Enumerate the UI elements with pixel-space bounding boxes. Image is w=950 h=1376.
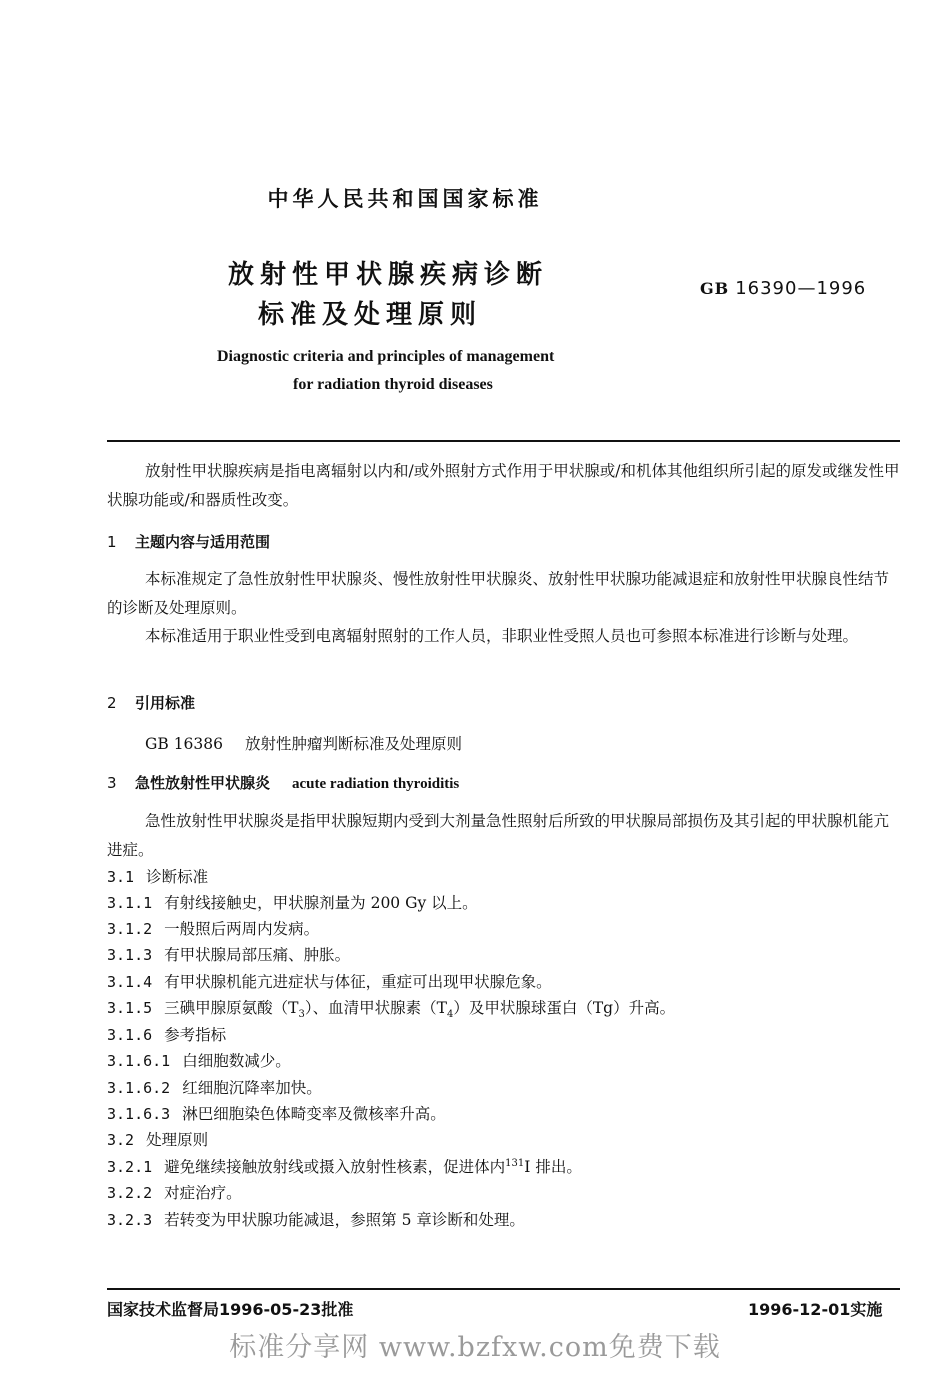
section-1-paragraph-2: 本标准适用于职业性受到电离辐射照射的工作人员，非职业性受照人员也可参照本标准进行诊断与处理。 [145,627,859,645]
item-text: 有射线接触史，甲状腺剂量为 200 Gy 以上。 [164,894,478,912]
standard-code [700,278,866,299]
section-1-heading [107,531,270,552]
item-text: 淋巴细胞染色体畸变率及微核率升高。 [182,1105,446,1123]
english-title-line-1: Diagnostic criteria and principles of management [217,348,555,365]
item-text: 白细胞数减少。 [182,1052,291,1070]
item-text: 一般照后两周内发病。 [164,920,320,938]
national-standard-heading: 中华人民共和国国家标准 [267,187,543,211]
approval-date: 国家技术监督局1996-05-23批准 [107,1300,354,1319]
list-item [107,943,350,965]
item-number: 3.1.2 [107,920,153,938]
item-number: 3.1.6 [107,1026,153,1044]
referenced-standard-code: GB 16386 [145,735,224,753]
effective-date: 1996-12-01实施 [748,1300,883,1319]
intro-paragraph: 放射性甲状腺疾病是指电离辐射以内和/或外照射方式作用于甲状腺或/和机体其他组织所引起的原发或继发性甲状腺功能或/和器质性改变。 [107,462,900,509]
item-text: 有甲状腺局部压痛、肿胀。 [164,946,351,964]
list-item [107,917,319,939]
standard-code-number: 16390—1996 [735,278,867,299]
header-divider [107,440,900,442]
subscript: 3 [298,1009,305,1021]
section-2-heading [107,692,195,713]
item-number: 3.2.3 [107,1211,153,1229]
list-item [107,1155,582,1177]
list-item [107,891,478,913]
item-text: 处理原则 [146,1131,209,1149]
title-line-1: 放射性甲状腺疾病诊断 [228,260,549,290]
footer-divider [107,1288,900,1290]
standard-code-prefix: GB [700,279,730,298]
item-text: 参考指标 [164,1026,227,1044]
list-item [107,1181,242,1203]
section-2-title: 引用标准 [135,694,196,712]
item-text: 有甲状腺机能亢进症状与体征，重症可出现甲状腺危象。 [164,973,552,991]
referenced-standard [145,732,462,754]
item-number: 3.1 [107,868,135,886]
item-number: 3.2.2 [107,1184,153,1202]
section-1-paragraph-1: 本标准规定了急性放射性甲状腺炎、慢性放射性甲状腺炎、放射性甲状腺功能减退症和放射性甲状腺良性结节的诊断及处理原则。 [107,570,890,617]
item-number: 3.1.6.1 [107,1052,171,1070]
list-item [107,970,552,992]
item-number: 3.1.1 [107,894,153,912]
section-3-title: 急性放射性甲状腺炎 [135,774,271,792]
item-number: 3.1.3 [107,946,153,964]
item-number: 3.2.1 [107,1158,153,1176]
item-text: 红细胞沉降率加快。 [182,1079,322,1097]
item-number: 3.1.6.2 [107,1079,171,1097]
referenced-standard-title: 放射性肿瘤判断标准及处理原则 [245,735,463,753]
item-text: 三碘甲腺原氨酸（T [164,999,299,1017]
section-3-title-english: acute radiation thyroiditis [292,776,460,792]
list-item [107,1076,322,1098]
list-item [107,1128,208,1150]
item-number: 3.1.5 [107,999,153,1017]
list-item [107,996,675,1020]
section-1-number: 1 [107,533,117,551]
item-text: 对症治疗。 [164,1184,242,1202]
section-1-title: 主题内容与适用范围 [135,533,271,551]
section-2-number: 2 [107,694,117,712]
item-number: 3.1.6.3 [107,1105,171,1123]
list-item [107,1208,525,1230]
item-number: 3.2 [107,1131,135,1149]
section-3-number: 3 [107,774,117,792]
item-text: 诊断标准 [146,868,209,886]
item-text: 避免继续接触放射线或摄入放射性核素，促进体内 [164,1158,506,1176]
section-3-heading [107,772,459,793]
section-3-paragraph: 急性放射性甲状腺炎是指甲状腺短期内受到大剂量急性照射后所致的甲状腺局部损伤及其引起的甲状腺机能亢进症。 [107,812,890,859]
list-item [107,1049,291,1071]
subscript: 4 [446,1009,454,1021]
item-text: ）、血清甲状腺素（T [304,999,447,1017]
item-text: 若转变为甲状腺功能减退，参照第 5 章诊断和处理。 [164,1211,525,1229]
watermark: 标准分享网 www.bzfxw.com免费下载 [229,1332,721,1363]
list-item [107,865,208,887]
title-line-2: 标准及处理原则 [258,300,483,330]
english-title-line-2: for radiation thyroid diseases [293,376,493,393]
item-text: I 排出。 [524,1158,582,1176]
superscript: 131 [505,1157,525,1169]
list-item [107,1102,446,1124]
list-item [107,1023,226,1045]
item-number: 3.1.4 [107,973,153,991]
item-text: ）及甲状腺球蛋白（Tg）升高。 [453,999,676,1017]
